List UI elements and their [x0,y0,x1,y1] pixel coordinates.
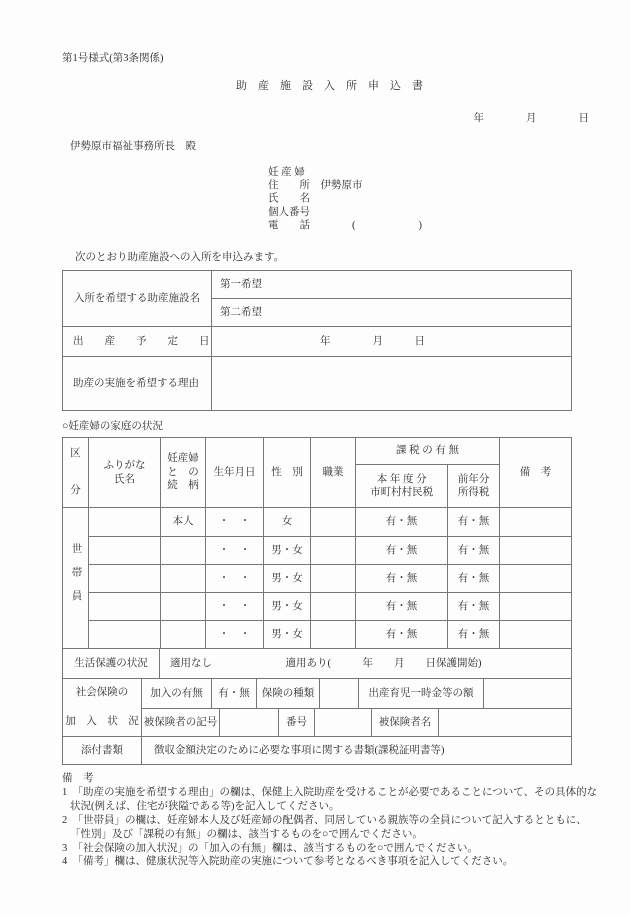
due-date-label: 出 産 予 定 日 [73,335,210,347]
cell-birth: ・ ・ [205,593,263,620]
cell-municipal-tax: 有・無 [355,508,447,536]
insurance-type-value [319,679,358,708]
cell-relation [160,593,205,620]
cell-birth: ・ ・ [205,565,263,592]
insurance-label: 社会保険の 加 入 状 況 [65,687,139,727]
cell-job [310,593,355,620]
col-header-municipal-tax: 本 年 度 分 市町村村民税 [370,473,434,499]
cell-income-tax: 有・無 [447,593,499,620]
cell-name [88,593,160,620]
note-item: 3 「社会保険の加入状況」の「加入の有無」欄は、該当するものを○で囲んでください。 [62,842,478,854]
cell-remarks [499,537,571,564]
facility-row [63,271,571,326]
cell-relation: 本人 [160,508,205,536]
welfare-label: 生活保護の状況 [74,657,148,669]
form-number: 第1号様式(第3条関係) [62,53,164,64]
insured-symbol-value [219,709,278,736]
col-header-name: ふりがな 氏名 [88,438,160,507]
welfare-row [63,649,571,678]
cell-remarks [499,593,571,620]
cell-birth: ・ ・ [205,537,263,564]
childbirth-lump-sum-value [483,679,571,708]
household-members-label: 世帯員 [70,542,82,614]
second-choice-cell: 第二希望 [211,298,571,326]
insured-name-value [438,709,571,736]
cell-relation [160,565,205,592]
cell-name [88,565,160,592]
request-table [62,270,572,411]
col-header-income-tax: 前年分 所得税 [447,465,499,507]
applicant-name: 氏 名 [268,193,310,205]
cell-name [88,508,160,536]
cell-job [310,621,355,648]
due-date-row [63,326,571,356]
note-item: 4 「備考」欄は、健康状況等入院助産の実施について参考となるべき事項を記入してください。 [62,856,514,868]
cell-job [310,537,355,564]
col-header-sex: 性 別 [263,438,310,507]
facility-label: 入所を希望する助産施設名 [74,292,200,304]
family-row [88,508,571,536]
reason-row [63,356,571,410]
cell-income-tax: 有・無 [447,508,499,536]
insurance-grid [141,679,571,736]
family-row [88,620,571,648]
cell-sex: 男・女 [263,593,310,620]
cell-birth: ・ ・ [205,508,263,536]
cell-relation [160,621,205,648]
reason-value [211,357,571,410]
insurance-type-label: 保険の種類 [256,679,319,708]
family-row [88,592,571,620]
insurance-rows [63,678,571,736]
insured-symbol-label: 被保険者の記号 [141,709,219,736]
insured-number-value [314,709,371,736]
cell-name [88,537,160,564]
col-header-tax-group [355,438,499,507]
attachments-label: 添付書類 [81,744,123,756]
welfare-value: 適用なし 適用あり( 年 月 日保護開始) [159,649,571,678]
cell-municipal-tax: 有・無 [355,565,447,592]
first-choice-cell: 第一希望 [211,271,571,298]
enrollment-yes-no: 有・無 [211,679,256,708]
insured-number-label: 番号 [278,709,314,736]
applicant-heading: 妊 産 婦 [268,167,305,178]
insured-name-label: 被保険者名 [371,709,438,736]
col-header-job: 職業 [310,438,355,507]
col-header-relation: 妊産婦 と の 続 柄 [160,438,205,507]
cell-sex: 男・女 [263,621,310,648]
note-item: 1 「助産の実施を希望する理由」の欄は、保健上入院助産を受けることが必要であることについて、その具体的な状況(例えば、住宅が狭隘である等)を記入してください。 [62,786,598,812]
attachments-row [63,736,571,764]
cell-remarks [499,621,571,648]
cell-municipal-tax: 有・無 [355,621,447,648]
col-header-remarks: 備 考 [499,438,571,507]
family-row [88,564,571,592]
applicant-mynumber: 個人番号 [268,206,310,218]
col-header-kubun: 区 分 [70,448,81,497]
applicant-address: 住 所 伊勢原市 [268,180,363,192]
cell-job [310,508,355,536]
enrollment-label: 加入の有無 [141,679,211,708]
note-item: 2 「世帯員」の欄は、妊産婦本人及び妊産婦の配偶者、同居している親族等の全員について記入するとともに、「性別」及び「課税の有無」の欄は、該当するものを○で囲んでください。 [62,814,587,840]
cell-sex: 男・女 [263,537,310,564]
insurance-row-1 [141,679,571,708]
tax-group-label: 課 税 の 有 無 [356,438,499,465]
cell-relation [160,537,205,564]
family-row [88,536,571,564]
date-line: 年 月 日 [473,113,589,124]
cell-remarks [499,508,571,536]
col-header-birth: 生年月日 [205,438,263,507]
notes-section [62,772,599,869]
family-table [62,437,572,649]
applicant-block [268,166,597,232]
due-date-value: 年 月 日 [211,327,571,356]
cell-birth: ・ ・ [205,621,263,648]
cell-sex: 男・女 [263,565,310,592]
cell-municipal-tax: 有・無 [355,593,447,620]
form-title: 助 産 施 設 入 所 申 込 書 [236,80,423,92]
intro-sentence: 次のとおり助産施設への入所を申込みます。 [75,252,285,264]
attachments-value: 徴収金額決定のために必要な事項に関する書類(課税証明書等) [141,737,571,764]
notes-heading: 備 考 [62,773,94,785]
cell-income-tax: 有・無 [447,537,499,564]
cell-sex: 女 [263,508,310,536]
tax-subheaders [356,465,499,507]
childbirth-lump-sum-label: 出産育児一時金等の額 [358,679,483,708]
cell-municipal-tax: 有・無 [355,537,447,564]
status-table [62,648,572,765]
cell-name [88,621,160,648]
addressee: 伊勢原市福祉事務所長 殿 [70,141,196,152]
family-rows [88,508,571,648]
family-header [63,438,571,507]
facility-choices [211,271,571,326]
cell-job [310,565,355,592]
reason-label: 助産の実施を希望する理由 [73,377,199,389]
family-body [63,507,571,648]
cell-income-tax: 有・無 [447,621,499,648]
family-section-heading: ○妊産婦の家庭の状況 [62,421,163,433]
cell-income-tax: 有・無 [447,565,499,592]
applicant-phone: 電 話 ( ) [268,219,422,231]
insurance-row-2 [141,708,571,736]
cell-remarks [499,565,571,592]
